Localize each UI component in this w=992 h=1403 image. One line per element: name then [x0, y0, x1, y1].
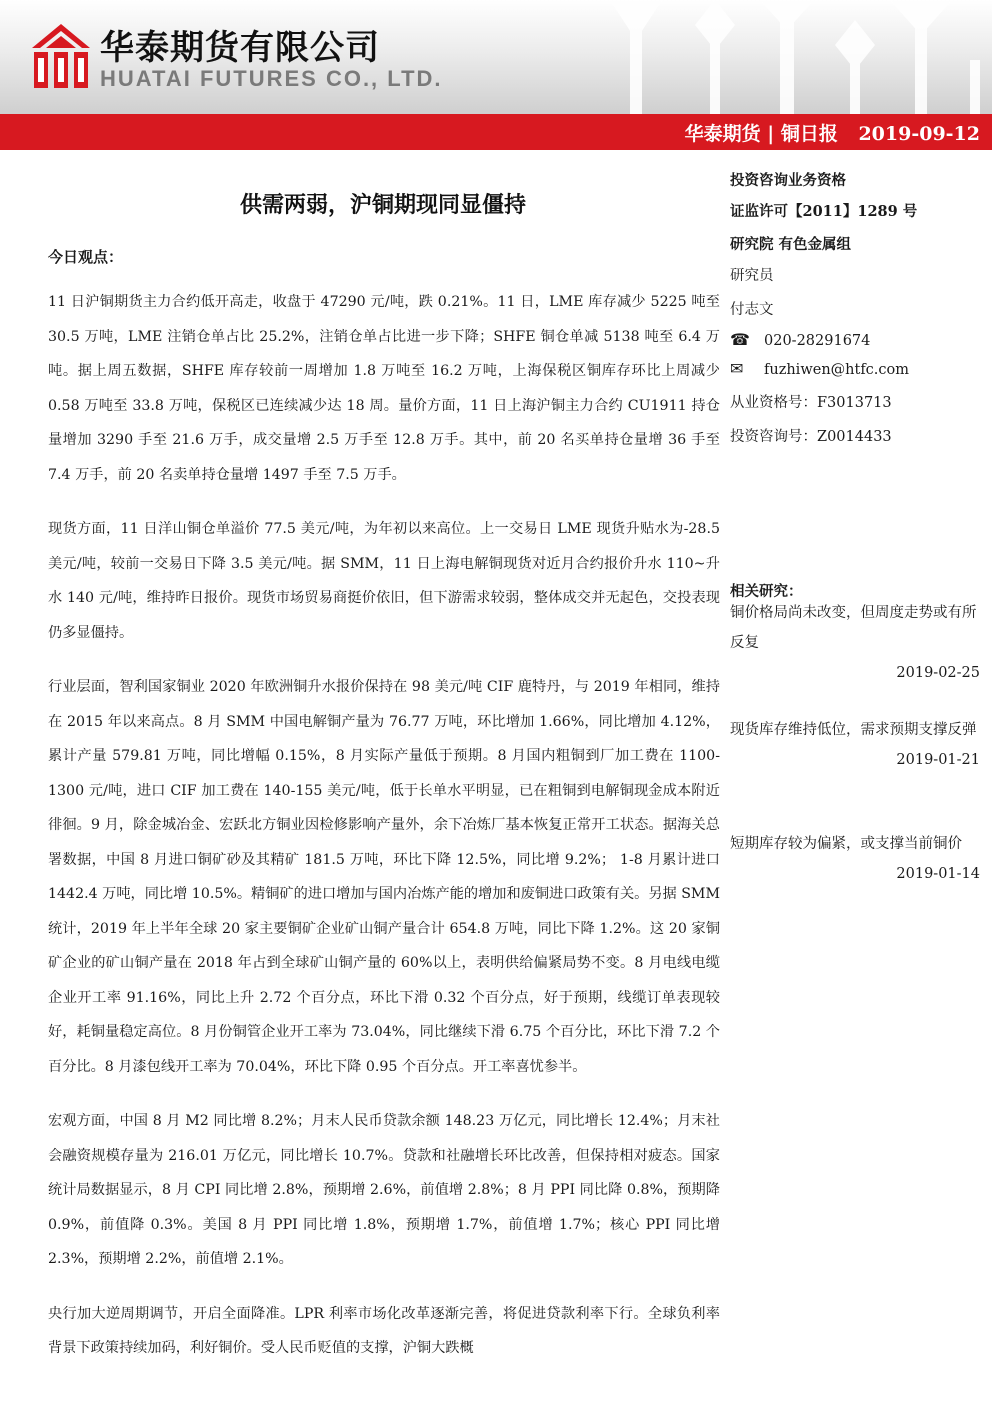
- company-name-en: HUATAI FUTURES CO., LTD.: [100, 66, 443, 91]
- paragraph-policy: 央行加大逆周期调节，开启全面降准。LPR 利率市场化改革逐渐完善，将促进贷款利率下行。全球负利率背景下政策持续加码，利好铜价。受人民币贬值的支撑，沪铜大跌概: [48, 1305, 720, 1356]
- related-item[interactable]: [730, 829, 984, 889]
- researcher-label: 研究员: [730, 268, 774, 284]
- related-item[interactable]: [730, 598, 984, 688]
- report-bar-text: [685, 119, 980, 146]
- decorative-pattern: [560, 0, 992, 114]
- paragraph-industry: 行业层面，智利国家铜业 2020 年欧洲铜升水报价保持在 98 美元/吨 CIF 鹿特丹，与 2019 年相同，维持在 2015 年以来高点。8 月 SMM 中国电解铜产量为 76.77 万吨，环比增加 1.66%，同比增加 4.12%，累计产量 579.81 万吨，同比增幅 0.15%，8 月实际产量低于预期。8 月国内粗铜到厂加工费在 1100-1300 元/吨，进口 CIF 加工费在 140-155 美元/吨，低于长单水平明显，已在粗铜到电解铜现金成本附近徘徊。9 月，除金城冶金、宏跃北方铜业因检修影响产量外，余下冶炼厂基本恢复正常开工状态。据海关总署数据，中国 8 月进口铜矿砂及其精矿 181.5 万吨，环比下降 12.5%，同比增 9.2%； 1-8 月累计进口 1442.4 万吨，同比增 10.5%。精铜矿的进口增加与国内冶炼产能的增加和废铜进口政策有关。另据 SMM 统计，2019 年上半年全球 20 家主要铜矿企业矿山铜产量合计 654.8 万吨，同比下降 1.2%。这 20 家铜矿企业的矿山铜产量在 2018 年占到全球矿山铜产量的 60%以上，表明供给偏紧局势不变。8 月电线电缆企业开工率 91.16%，同比上升 2.72 个百分点，环比下滑 0.32 个百分点，好于预期，线缆订单表现较好，耗铜量稳定高位。8 月份铜管企业开工率为 73.04%，同比继续下滑 6.75 个百分比，环比下滑 7.2 个百分比。8 月漆包线开工率为 70.04%，环比下降 0.95 个百分点。开工率喜忧参半。: [48, 679, 720, 1075]
- related-item-date: 2019-01-21: [896, 752, 980, 768]
- page-header: [0, 0, 992, 114]
- institute: 研究院 有色金属组: [730, 236, 852, 253]
- phone-icon: ☎: [730, 330, 750, 349]
- phone-row: [730, 330, 870, 349]
- report-brand: 华泰期货: [684, 123, 761, 145]
- consult-cert: 投资咨询号：Z0014433: [730, 429, 892, 445]
- paragraph-spot: 现货方面，11 日洋山铜仓单溢价 77.5 美元/吨，为年初以来高位。上一交易日 LME 现货升贴水为-28.5 美元/吨，较前一交易日下降 3.5 美元/吨。据 SMM，11 日上海电解铜现货对近月合约报价升水 110~升水 140 元/吨，维持昨日报价。现货市场贸易商挺价依旧，但下游需求较弱，整体成交并无起色，交投表现仍多显僵持。: [48, 521, 720, 641]
- related-item-date: 2019-02-25: [896, 665, 980, 681]
- researcher-name: 付志文: [730, 302, 774, 318]
- paragraph-macro: 宏观方面，中国 8 月 M2 同比增 8.2%；月末人民币贷款余额 148.23 万亿元，同比增长 12.4%；月末社会融资规模存量为 216.01 万亿元，同比增长 10.7%。贷款和社融增长环比改善，但保持相对疲态。国家统计局数据显示，8 月 CPI 同比增 2.8%，预期增 2.6%，前值增 2.8%；8 月 PPI 同比降 0.8%，预期降 0.9%，前值降 0.3%。美国 8 月 PPI 同比增 1.8%，预期增 1.7%，前值增 1.7%；核心 PPI 同比增 2.3%，预期增 2.2%，前值增 2.1%。: [48, 1113, 720, 1267]
- report-separator: |: [767, 123, 775, 145]
- related-research-title: 相关研究：: [730, 583, 803, 600]
- main-body: [48, 285, 720, 1386]
- report-date: 2019-09-12: [858, 123, 980, 145]
- huatai-logo: [30, 22, 92, 90]
- report-bar: [0, 114, 992, 150]
- qualification-title: 投资咨询业务资格: [730, 172, 846, 189]
- phone-number: 020-28291674: [764, 333, 871, 349]
- license-number: 证监许可【2011】1289 号: [730, 203, 918, 220]
- related-item[interactable]: [730, 715, 984, 775]
- related-item-title: 铜价格局尚未改变，但周度走势或有所反复: [730, 605, 977, 651]
- today-view-label: 今日观点：: [48, 248, 124, 266]
- report-title: 供需两弱，沪铜期现同显僵持: [239, 193, 526, 218]
- related-item-title: 短期库存较为偏紧，或支撑当前铜价: [730, 836, 962, 852]
- envelope-icon: ✉: [730, 359, 744, 378]
- company-name-cn: 华泰期货有限公司: [100, 28, 380, 68]
- practice-cert: 从业资格号：F3013713: [730, 395, 892, 411]
- related-item-title: 现货库存维持低位，需求预期支撑反弹: [730, 722, 977, 738]
- related-item-date: 2019-01-14: [896, 866, 980, 882]
- email-row: [730, 359, 909, 378]
- paragraph-futures: 11 日沪铜期货主力合约低开高走，收盘于 47290 元/吨，跌 0.21%。11 日，LME 库存减少 5225 吨至 30.5 万吨，LME 注销仓单占比 25.2%，注销仓单占比进一步下降；SHFE 铜仓单减 5138 吨至 6.4 万吨。据上周五数据，SHFE 库存较前一周增加 1.8 万吨至 16.2 万吨，上海保税区铜库存环比上周减少 0.58 万吨至 33.8 万吨，保税区已连续减少达 18 周。量价方面，11 日上海沪铜主力合约 CU1911 持仓量增加 3290 手至 21.6 万手，成交量增 2.5 万手至 12.8 万手。其中，前 20 名买单持仓量增 36 手至 7.4 万手，前 20 名卖单持仓量增 1497 手至 7.5 万手。: [48, 294, 720, 483]
- report-type: 铜日报: [780, 123, 838, 145]
- email-address[interactable]: fuzhiwen@htfc.com: [764, 362, 910, 378]
